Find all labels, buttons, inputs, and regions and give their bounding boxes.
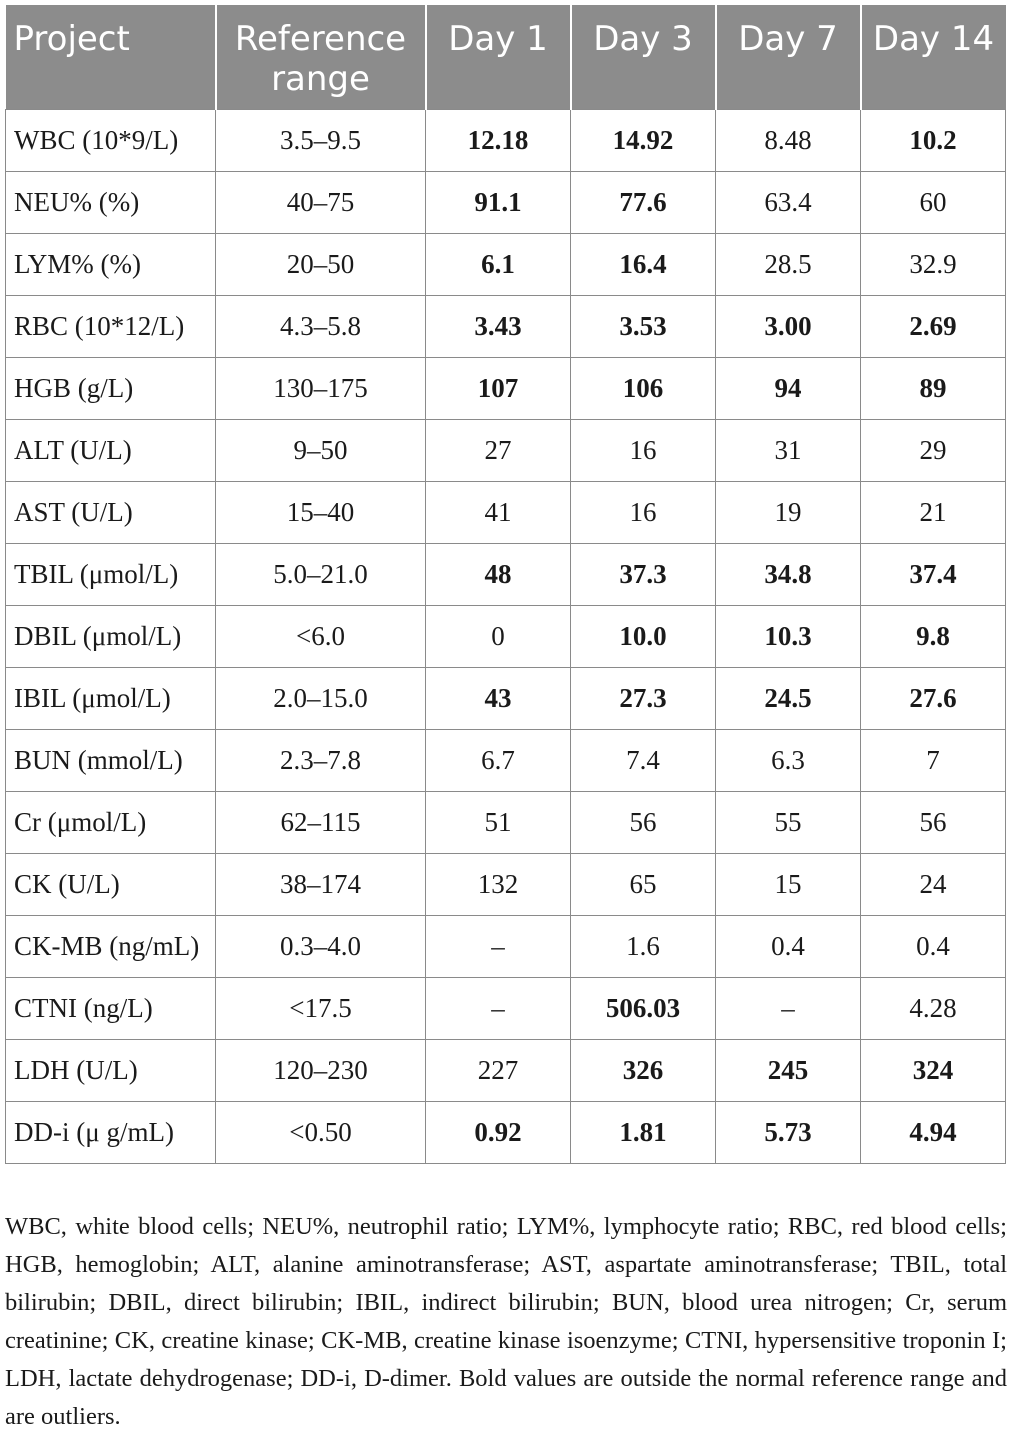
cell-day-3: 16.4 — [571, 233, 716, 295]
cell-day-1: 27 — [426, 419, 571, 481]
cell-day-14: 4.94 — [861, 1101, 1006, 1163]
cell-project: NEU% (%) — [6, 171, 216, 233]
cell-day-14: 29 — [861, 419, 1006, 481]
cell-project: DBIL (μmol/L) — [6, 605, 216, 667]
header-day-1: Day 1 — [426, 5, 571, 109]
cell-reference-range: 5.0–21.0 — [216, 543, 426, 605]
table-row — [6, 729, 1006, 791]
cell-day-7: 55 — [716, 791, 861, 853]
cell-day-7: 0.4 — [716, 915, 861, 977]
cell-project: IBIL (μmol/L) — [6, 667, 216, 729]
cell-project: RBC (10*12/L) — [6, 295, 216, 357]
cell-day-3: 1.6 — [571, 915, 716, 977]
cell-project: Cr (μmol/L) — [6, 791, 216, 853]
cell-day-7: 15 — [716, 853, 861, 915]
table-row — [6, 481, 1006, 543]
table-row — [6, 1101, 1006, 1163]
cell-day-3: 14.92 — [571, 109, 716, 171]
table-row — [6, 791, 1006, 853]
cell-day-7: 19 — [716, 481, 861, 543]
cell-project: CK (U/L) — [6, 853, 216, 915]
cell-day-14: 2.69 — [861, 295, 1006, 357]
cell-day-1: – — [426, 977, 571, 1039]
table-row — [6, 977, 1006, 1039]
cell-project: WBC (10*9/L) — [6, 109, 216, 171]
table-row — [6, 171, 1006, 233]
cell-project: TBIL (μmol/L) — [6, 543, 216, 605]
cell-day-3: 77.6 — [571, 171, 716, 233]
cell-day-7: 28.5 — [716, 233, 861, 295]
cell-day-14: 9.8 — [861, 605, 1006, 667]
header-day-3: Day 3 — [571, 5, 716, 109]
cell-reference-range: 20–50 — [216, 233, 426, 295]
cell-project: AST (U/L) — [6, 481, 216, 543]
cell-day-7: 31 — [716, 419, 861, 481]
cell-day-7: 3.00 — [716, 295, 861, 357]
table-row — [6, 295, 1006, 357]
cell-day-3: 106 — [571, 357, 716, 419]
cell-day-14: 21 — [861, 481, 1006, 543]
table-row — [6, 915, 1006, 977]
cell-day-7: 6.3 — [716, 729, 861, 791]
cell-reference-range: 120–230 — [216, 1039, 426, 1101]
cell-day-14: 324 — [861, 1039, 1006, 1101]
header-reference-range: Reference range — [216, 5, 426, 109]
cell-day-1: 12.18 — [426, 109, 571, 171]
cell-day-14: 89 — [861, 357, 1006, 419]
cell-day-3: 65 — [571, 853, 716, 915]
cell-reference-range: 3.5–9.5 — [216, 109, 426, 171]
cell-day-3: 37.3 — [571, 543, 716, 605]
table-body — [6, 109, 1006, 1163]
table-row — [6, 667, 1006, 729]
cell-day-3: 3.53 — [571, 295, 716, 357]
cell-day-14: 4.28 — [861, 977, 1006, 1039]
cell-reference-range: 4.3–5.8 — [216, 295, 426, 357]
cell-day-3: 16 — [571, 481, 716, 543]
cell-day-14: 0.4 — [861, 915, 1006, 977]
cell-day-1: 3.43 — [426, 295, 571, 357]
cell-day-3: 10.0 — [571, 605, 716, 667]
cell-reference-range: 15–40 — [216, 481, 426, 543]
lab-results-table — [5, 5, 1006, 1164]
cell-day-14: 24 — [861, 853, 1006, 915]
table-row — [6, 357, 1006, 419]
cell-reference-range: <0.50 — [216, 1101, 426, 1163]
header-day-14: Day 14 — [861, 5, 1006, 109]
table-row — [6, 543, 1006, 605]
header-day-7: Day 7 — [716, 5, 861, 109]
cell-day-1: 6.1 — [426, 233, 571, 295]
cell-day-1: 91.1 — [426, 171, 571, 233]
cell-day-3: 16 — [571, 419, 716, 481]
table-row — [6, 605, 1006, 667]
cell-project: CTNI (ng/L) — [6, 977, 216, 1039]
cell-day-14: 60 — [861, 171, 1006, 233]
cell-day-1: 0 — [426, 605, 571, 667]
table-row — [6, 853, 1006, 915]
cell-day-14: 32.9 — [861, 233, 1006, 295]
table-row — [6, 1039, 1006, 1101]
table-row — [6, 419, 1006, 481]
cell-reference-range: 40–75 — [216, 171, 426, 233]
header-row — [6, 5, 1006, 109]
cell-day-1: 51 — [426, 791, 571, 853]
cell-project: DD-i (μ g/mL) — [6, 1101, 216, 1163]
cell-day-14: 37.4 — [861, 543, 1006, 605]
cell-day-7: 94 — [716, 357, 861, 419]
table-row — [6, 233, 1006, 295]
cell-day-7: 24.5 — [716, 667, 861, 729]
cell-day-3: 1.81 — [571, 1101, 716, 1163]
cell-day-7: 5.73 — [716, 1101, 861, 1163]
cell-day-3: 56 — [571, 791, 716, 853]
lab-results-table-container — [5, 5, 1005, 1164]
cell-day-1: 107 — [426, 357, 571, 419]
cell-day-3: 506.03 — [571, 977, 716, 1039]
cell-reference-range: 2.0–15.0 — [216, 667, 426, 729]
cell-day-1: 41 — [426, 481, 571, 543]
cell-day-7: 10.3 — [716, 605, 861, 667]
cell-day-7: 245 — [716, 1039, 861, 1101]
cell-reference-range: 62–115 — [216, 791, 426, 853]
cell-reference-range: 2.3–7.8 — [216, 729, 426, 791]
cell-day-1: 132 — [426, 853, 571, 915]
cell-day-7: – — [716, 977, 861, 1039]
cell-reference-range: <6.0 — [216, 605, 426, 667]
cell-day-7: 34.8 — [716, 543, 861, 605]
cell-day-1: 43 — [426, 667, 571, 729]
cell-day-14: 56 — [861, 791, 1006, 853]
cell-day-1: 227 — [426, 1039, 571, 1101]
cell-project: CK-MB (ng/mL) — [6, 915, 216, 977]
cell-day-3: 27.3 — [571, 667, 716, 729]
cell-day-1: – — [426, 915, 571, 977]
table-footnote: WBC, white blood cells; NEU%, neutrophil ratio; LYM%, lymphocyte ratio; RBC, red blood cells; HGB, hemoglobin; ALT, alanine aminotransferase; AST, aspartate aminotransferase; TBIL, total bilirubin; DBIL, direct bilirubin; IBIL, indirect bilirubin; BUN, blood urea nitrogen; Cr, serum creatinine; CK, creatine kinase; CK-MB, creatine kinase isoenzyme; CTNI, hypersensitive troponin I; LDH, lactate dehydrogenase; DD-i, D-dimer. Bold values are outside the normal reference range and are outliers. — [5, 1212, 1007, 1430]
cell-reference-range: 9–50 — [216, 419, 426, 481]
cell-day-14: 7 — [861, 729, 1006, 791]
table-header — [6, 5, 1006, 109]
cell-day-3: 7.4 — [571, 729, 716, 791]
cell-day-1: 0.92 — [426, 1101, 571, 1163]
cell-project: BUN (mmol/L) — [6, 729, 216, 791]
cell-reference-range: 130–175 — [216, 357, 426, 419]
cell-day-1: 6.7 — [426, 729, 571, 791]
cell-day-3: 326 — [571, 1039, 716, 1101]
table-row — [6, 109, 1006, 171]
cell-day-14: 10.2 — [861, 109, 1006, 171]
cell-day-1: 48 — [426, 543, 571, 605]
cell-day-14: 27.6 — [861, 667, 1006, 729]
cell-project: LYM% (%) — [6, 233, 216, 295]
cell-reference-range: 38–174 — [216, 853, 426, 915]
cell-project: LDH (U/L) — [6, 1039, 216, 1101]
cell-project: HGB (g/L) — [6, 357, 216, 419]
cell-reference-range: 0.3–4.0 — [216, 915, 426, 977]
cell-day-7: 63.4 — [716, 171, 861, 233]
cell-reference-range: <17.5 — [216, 977, 426, 1039]
header-project: Project — [6, 5, 216, 109]
cell-project: ALT (U/L) — [6, 419, 216, 481]
cell-day-7: 8.48 — [716, 109, 861, 171]
